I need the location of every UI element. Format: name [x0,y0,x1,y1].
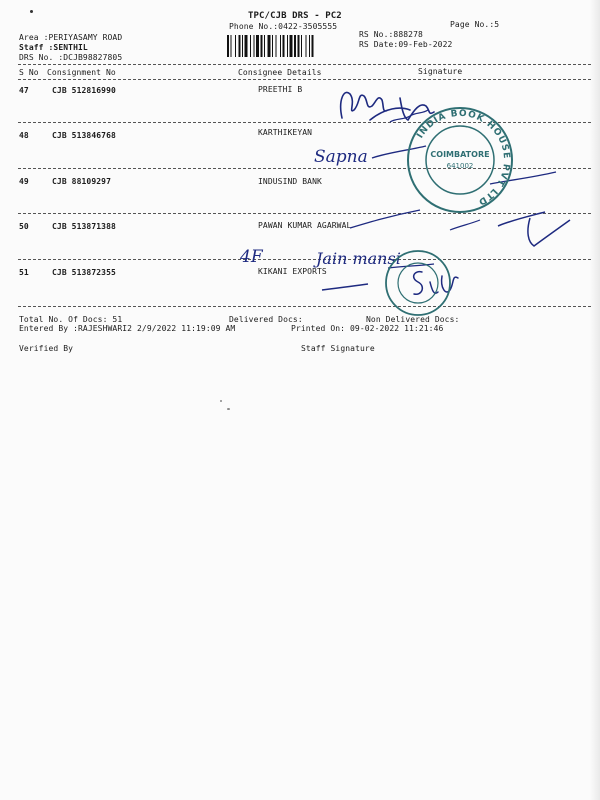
barcode-bar [235,35,236,57]
barcode-bar [272,35,273,57]
row-consignment: CJB 88109297 [52,177,111,186]
barcode-bar [261,35,263,57]
barcode-bar [298,35,300,57]
barcode-bar [294,35,296,57]
row-sno: 49 [19,177,29,186]
barcode-bar [309,35,310,57]
area-label: Area :PERIYASAMY ROAD [19,33,123,42]
row-sno: 48 [19,131,29,140]
barcode-bar [242,35,243,57]
drs-number: DRS No. :DCJB98827805 [19,53,123,62]
document-title: TPC/CJB DRS - PC2 [248,11,342,21]
row-consignee: PREETHI B [258,85,303,94]
column-consignment: Consignment No [47,68,116,77]
header-divider-bottom [18,79,591,80]
barcode-bar [276,35,277,57]
phone-number: Phone No.:0422-3505555 [229,22,338,31]
barcode-bar [283,35,285,57]
round-stamp [378,248,458,318]
row-consignee: INDUSIND BANK [258,177,322,186]
svg-text:4F: 4F [240,247,263,267]
row-sno: 51 [19,268,29,277]
svg-text:Sapna: Sapna [314,147,368,167]
non-delivered-docs: Non Delivered Docs: [366,315,460,324]
row-consignment: CJB 513846768 [52,131,116,140]
barcode-bar [312,35,314,57]
delivered-docs: Delivered Docs: [229,315,303,324]
rs-date: RS Date:09-Feb-2022 [359,40,453,49]
column-signature: Signature [418,67,463,76]
barcode [227,35,353,57]
row-consignee: KARTHIKEYAN [258,128,313,137]
staff-label: Staff :SENTHIL [19,43,88,52]
barcode-bar [245,35,248,57]
barcode-bar [264,35,265,57]
row-sno: 47 [19,86,29,95]
barcode-bar [254,35,255,57]
barcode-bar [239,35,241,57]
verified-by: Verified By [19,344,74,353]
scan-mark [30,10,33,13]
barcode-bar [256,35,259,57]
staff-signature: Staff Signature [301,344,375,353]
svg-text:641002: 641002 [446,162,474,170]
row-consignment: CJB 512816990 [52,86,116,95]
svg-text:COIMBATORE: COIMBATORE [430,150,490,159]
row-consignee: PAWAN KUMAR AGARWAL [258,221,352,230]
barcode-bar [227,35,229,57]
row-consignment: CJB 513872355 [52,268,116,277]
barcode-bar [231,35,232,57]
barcode-bar [290,35,293,57]
barcode-bar [287,35,288,57]
barcode-bar [280,35,281,57]
total-docs: Total No. Of Docs: 51 [19,315,123,324]
company-stamp [400,100,520,220]
scan-speck [227,408,230,410]
row-consignee: KIKANI EXPORTS [258,267,327,276]
barcode-bar [306,35,307,57]
barcode-bar [250,35,251,57]
page-number: Page No.:5 [450,20,500,29]
row-sno: 50 [19,222,29,231]
barcode-bar [268,35,271,57]
entered-by: Entered By :RAJESHWARI2 2/9/2022 11:19:09 AM [19,324,236,333]
scan-speck [220,400,222,402]
scan-edge-shadow [590,0,600,800]
svg-text:INDIA BOOK HOUSE PVT LTD: INDIA BOOK HOUSE PVT LTD [415,108,512,207]
column-sno: S No [19,68,39,77]
table-bottom-divider [18,306,591,307]
header-divider-top [18,64,591,65]
barcode-bar [301,35,302,57]
column-consignee: Consignee Details [238,68,322,77]
row-consignment: CJB 513871388 [52,222,116,231]
svg-text:Jain mansi: Jain mansi [316,249,401,268]
printed-on: Printed On: 09-02-2022 11:21:46 [291,324,444,333]
rs-number: RS No.:888278 [359,30,423,39]
